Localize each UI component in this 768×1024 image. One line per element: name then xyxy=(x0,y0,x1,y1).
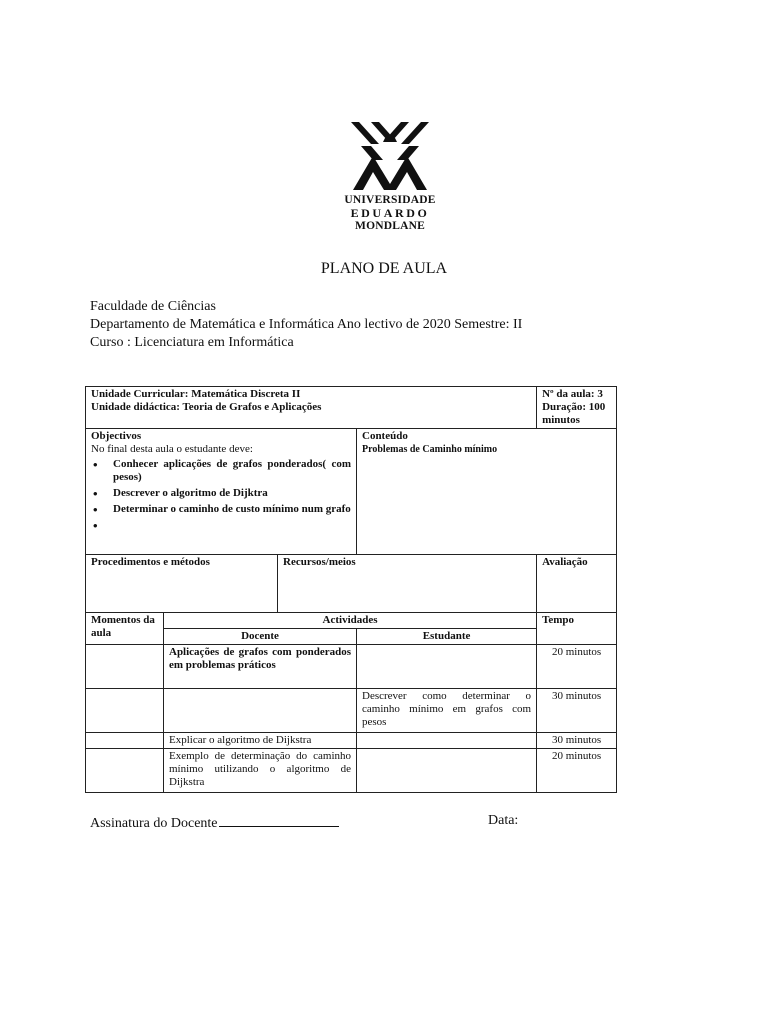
num-aula: Nº da aula: 3 xyxy=(542,388,603,400)
docente-cell: Aplicações de grafos com ponderados em problemas práticos xyxy=(164,645,357,689)
university-logo xyxy=(338,118,442,233)
table-row xyxy=(86,749,617,793)
recursos-label: Recursos/meios xyxy=(278,555,537,613)
signature-line xyxy=(219,813,339,827)
logo-text-eduardo: EDUARDO xyxy=(350,206,430,220)
faculdade-line: Faculdade de Ciências xyxy=(90,299,216,314)
unidade-didactica: Unidade didáctica: Teoria de Grafos e Aplicações xyxy=(91,401,322,413)
unidade-cell xyxy=(86,387,537,429)
avaliacao-label: Avaliação xyxy=(537,555,617,613)
document-title: PLANO DE AULA xyxy=(320,260,448,277)
docente-cell: Exemplo de determinação do caminho mínimo utilizando o algoritmo de Dijkstra xyxy=(164,749,357,793)
lesson-plan-table xyxy=(85,386,617,793)
date-label: Data: xyxy=(488,813,519,828)
table-row-unidade xyxy=(86,387,617,429)
table-row xyxy=(86,689,617,733)
estudante-cell xyxy=(357,749,537,793)
duracao: Duração: 100 minutos xyxy=(542,401,606,426)
momento-cell xyxy=(86,749,164,793)
header-info xyxy=(90,298,522,352)
table-row-objectivos xyxy=(86,429,617,555)
objectivos-list xyxy=(91,458,351,516)
docente-cell: Explicar o algoritmo de Dijkstra xyxy=(164,733,357,749)
momento-cell xyxy=(86,645,164,689)
tempo-cell: 20 minutos xyxy=(537,645,617,689)
objectivos-cell xyxy=(86,429,357,555)
momentos-label: Momentos da aula xyxy=(86,613,164,645)
unidade-curricular: Unidade Curricular: Matemática Discreta II xyxy=(91,388,301,400)
table-row xyxy=(86,733,617,749)
signature-block xyxy=(90,813,339,832)
table-row-actividades-header xyxy=(86,613,617,629)
conteudo-label: Conteúdo xyxy=(362,430,408,442)
momento-cell xyxy=(86,733,164,749)
logo-text-universidade: UNIVERSIDADE xyxy=(344,194,436,206)
logo-text-mondlane: MONDLANE xyxy=(355,220,425,232)
procedimentos-label: Procedimentos e métodos xyxy=(86,555,278,613)
list-item: • Descrever o algoritmo de Dijktra xyxy=(91,487,351,500)
list-item: • Conhecer aplicações de grafos ponderados( com pesos) xyxy=(91,458,351,484)
tempo-cell: 30 minutos xyxy=(537,689,617,733)
signature-label: Assinatura do Docente xyxy=(90,816,218,831)
objectivos-label: Objectivos xyxy=(91,430,142,442)
tempo-label: Tempo xyxy=(537,613,617,645)
curso-line: Curso : Licenciatura em Informática xyxy=(90,335,294,350)
estudante-label: Estudante xyxy=(357,629,537,645)
aula-cell xyxy=(537,387,617,429)
departamento-line: Departamento de Matemática e Informática Ano lectivo de 2020 Semestre: II xyxy=(90,317,523,332)
conteudo-text: Problemas de Caminho mínimo xyxy=(362,444,498,455)
list-item: • Determinar o caminho de custo mínimo num grafo xyxy=(91,503,351,516)
university-emblem-icon xyxy=(349,118,431,194)
docente-cell xyxy=(164,689,357,733)
tempo-cell: 30 minutos xyxy=(537,733,617,749)
table-row xyxy=(86,645,617,689)
objectivos-intro: No final desta aula o estudante deve: xyxy=(91,443,253,455)
momento-cell xyxy=(86,689,164,733)
conteudo-cell xyxy=(357,429,617,555)
estudante-cell xyxy=(357,645,537,689)
table-row-procedimentos xyxy=(86,555,617,613)
estudante-cell: Descrever como determinar o caminho mínimo em grafos com pesos xyxy=(357,689,537,733)
actividades-label: Actividades xyxy=(164,613,537,629)
docente-label: Docente xyxy=(164,629,357,645)
estudante-cell xyxy=(357,733,537,749)
tempo-cell: 20 minutos xyxy=(537,749,617,793)
